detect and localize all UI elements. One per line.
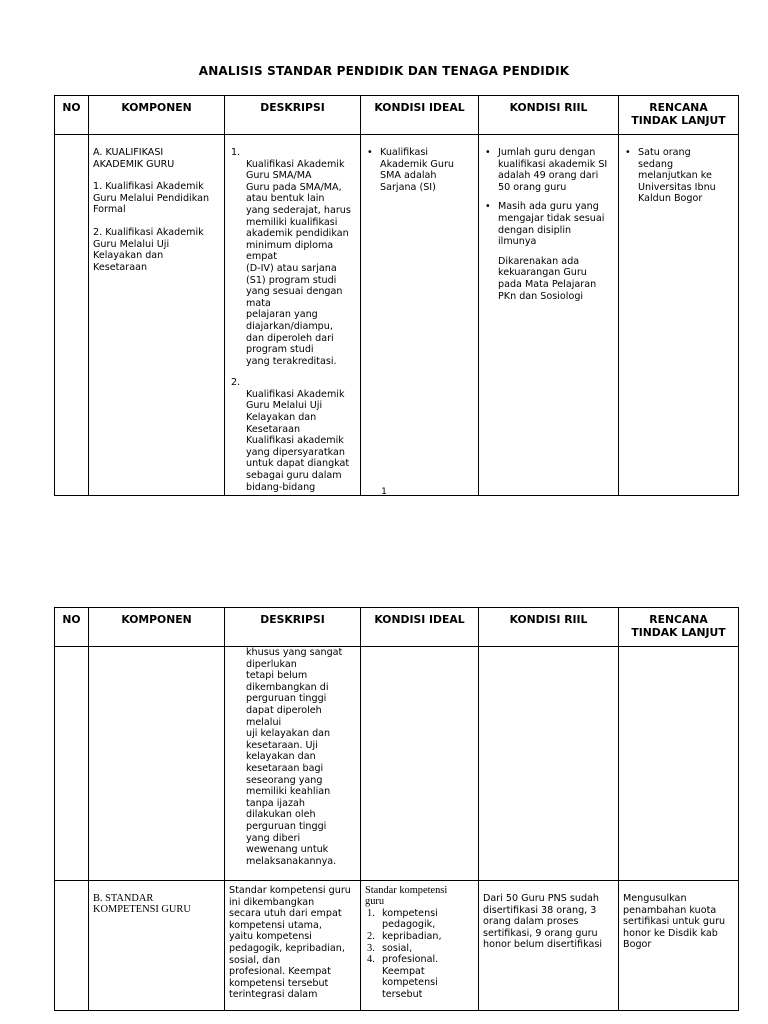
komponen-heading: B. STANDAR KOMPETENSI GURU	[93, 893, 191, 916]
komponen-heading: A. KUALIFIKASI AKADEMIK GURU	[93, 147, 175, 170]
cell-no	[55, 881, 89, 1011]
cell-no	[55, 135, 89, 496]
table-header-row	[55, 96, 739, 135]
cell-kondisi-ideal	[361, 647, 479, 881]
header-kondisi-riil: KONDISI RIIL	[479, 96, 619, 135]
kondisi-ideal-item: • Kualifikasi Akademik Guru SMA adalah Sarjana (SI)	[380, 147, 474, 193]
kondisi-riil-item: • Jumlah guru dengan kualifikasi akademik SI adalah 49 orang dari 50 orang guru	[498, 147, 614, 193]
header-deskripsi: DESKRIPSI	[225, 608, 361, 647]
cell-kondisi-riil	[479, 135, 619, 496]
list-number: 3.	[367, 942, 375, 954]
cell-deskripsi	[225, 647, 361, 881]
cell-no	[55, 647, 89, 881]
deskripsi-item	[231, 377, 356, 493]
komponen-item: 2. Kualifikasi Akademik Guru Melalui Uji Kelayakan dan Kesetaraan	[93, 226, 204, 273]
cell-komponen	[89, 647, 225, 881]
list-number: 1.	[367, 907, 375, 919]
cell-kondisi-riil	[479, 881, 619, 1011]
header-komponen: KOMPONEN	[89, 608, 225, 647]
deskripsi-continued-text: khusus yang sangat diperlukan tetapi belum dikembangkan di perguruan tinggi dapat diperoleh melalui uji kelayakan dan kesetaraan. Uji kelayakan dan kesetaraan bagi seseorang yang memiliki keahlian tanpa ijazah dilakukan oleh perguruan tinggi yang diberi wewenang untuk melaksanakannya.	[246, 647, 343, 867]
cell-kondisi-ideal	[361, 135, 479, 496]
standards-table-page-2	[54, 607, 739, 1011]
header-rencana: RENCANA TINDAK LANJUT	[619, 608, 739, 647]
cell-rencana	[619, 135, 739, 496]
kondisi-ideal-item	[367, 942, 474, 955]
cell-deskripsi	[225, 135, 361, 496]
cell-kondisi-riil	[479, 647, 619, 881]
kondisi-riil-item: • Masih ada guru yang mengajar tidak sesuai dengan disiplin ilmunya	[498, 201, 614, 247]
deskripsi-item	[231, 147, 356, 367]
table-header-row	[55, 608, 739, 647]
list-number: 1.	[231, 147, 241, 158]
rencana-text: Mengusulkan penambahan kuota sertifikasi untuk guru honor ke Disdik kab Bogor	[623, 893, 726, 951]
header-kondisi-ideal: KONDISI IDEAL	[361, 96, 479, 135]
cell-komponen	[89, 135, 225, 496]
cell-komponen	[89, 881, 225, 1011]
kondisi-ideal-text: sosial,	[382, 942, 413, 954]
kondisi-ideal-intro: Standar kompetensi guru	[365, 885, 448, 908]
kondisi-ideal-item	[367, 954, 474, 1000]
table-row	[55, 647, 739, 881]
kondisi-ideal-text: kompetensi pedagogik,	[382, 907, 438, 931]
kondisi-ideal-text: profesional. Keempat kompetensi tersebut	[382, 954, 439, 1000]
deskripsi-text: Standar kompetensi guru ini dikembangkan secara utuh dari empat kompetensi utama, yaitu kompetensi pedagogik, kepribadian, sosial, dan profesional. Keempat kompetensi tersebut terintegrasi dalam	[229, 885, 351, 1001]
list-number: 4.	[367, 954, 375, 966]
kondisi-riil-text: Dari 50 Guru PNS sudah disertifikasi 38 orang, 3 orang dalam proses sertifikasi, 9 orang guru honor belum disertifikasi	[483, 893, 603, 951]
rencana-item: • Satu orang sedang melanjutkan ke Universitas Ibnu Kaldun Bogor	[638, 147, 734, 205]
header-kondisi-ideal: KONDISI IDEAL	[361, 608, 479, 647]
table-row	[55, 135, 739, 496]
header-komponen: KOMPONEN	[89, 96, 225, 135]
standards-table-page-1	[54, 95, 739, 496]
kondisi-ideal-item	[367, 907, 474, 931]
kondisi-ideal-text: kepribadian,	[382, 931, 442, 942]
cell-deskripsi	[225, 881, 361, 1011]
komponen-item: 1. Kualifikasi Akademik Guru Melalui Pendidikan Formal	[93, 181, 210, 216]
document-title: ANALISIS STANDAR PENDIDIK DAN TENAGA PENDIDIK	[198, 64, 570, 78]
table-row	[55, 881, 739, 1011]
header-kondisi-riil: KONDISI RIIL	[479, 608, 619, 647]
list-number: 2.	[367, 931, 375, 942]
list-number: 2.	[231, 377, 241, 389]
kondisi-riil-note: Dikarenakan ada kekuarangan Guru pada Mata Pelajaran PKn dan Sosiologi	[498, 255, 597, 302]
cell-rencana	[619, 647, 739, 881]
header-no: NO	[55, 96, 89, 135]
header-rencana: RENCANA TINDAK LANJUT	[619, 96, 739, 135]
kondisi-ideal-item	[367, 931, 474, 943]
cell-rencana	[619, 881, 739, 1011]
deskripsi-text: Kualifikasi Akademik Guru Melalui Uji Kelayakan dan Kesetaraan Kualifikasi akademik yang dipersyaratkan untuk dapat diangkat sebagai guru dalam bidang-bidang	[246, 388, 350, 493]
deskripsi-text: Kualifikasi Akademik Guru SMA/MA Guru pada SMA/MA, atau bentuk lain yang sederajat, harus memiliki kualifikasi akademik pendidikan minimum diploma empat (D-IV) atau sarjana (S1) program studi yang sesuai dengan mata pelajaran yang diajarkan/diampu, dan diperoleh dari program studi yang terakreditasi.	[246, 158, 351, 367]
cell-kondisi-ideal	[361, 881, 479, 1011]
header-no: NO	[55, 608, 89, 647]
page-number: 1	[381, 487, 387, 497]
header-deskripsi: DESKRIPSI	[225, 96, 361, 135]
